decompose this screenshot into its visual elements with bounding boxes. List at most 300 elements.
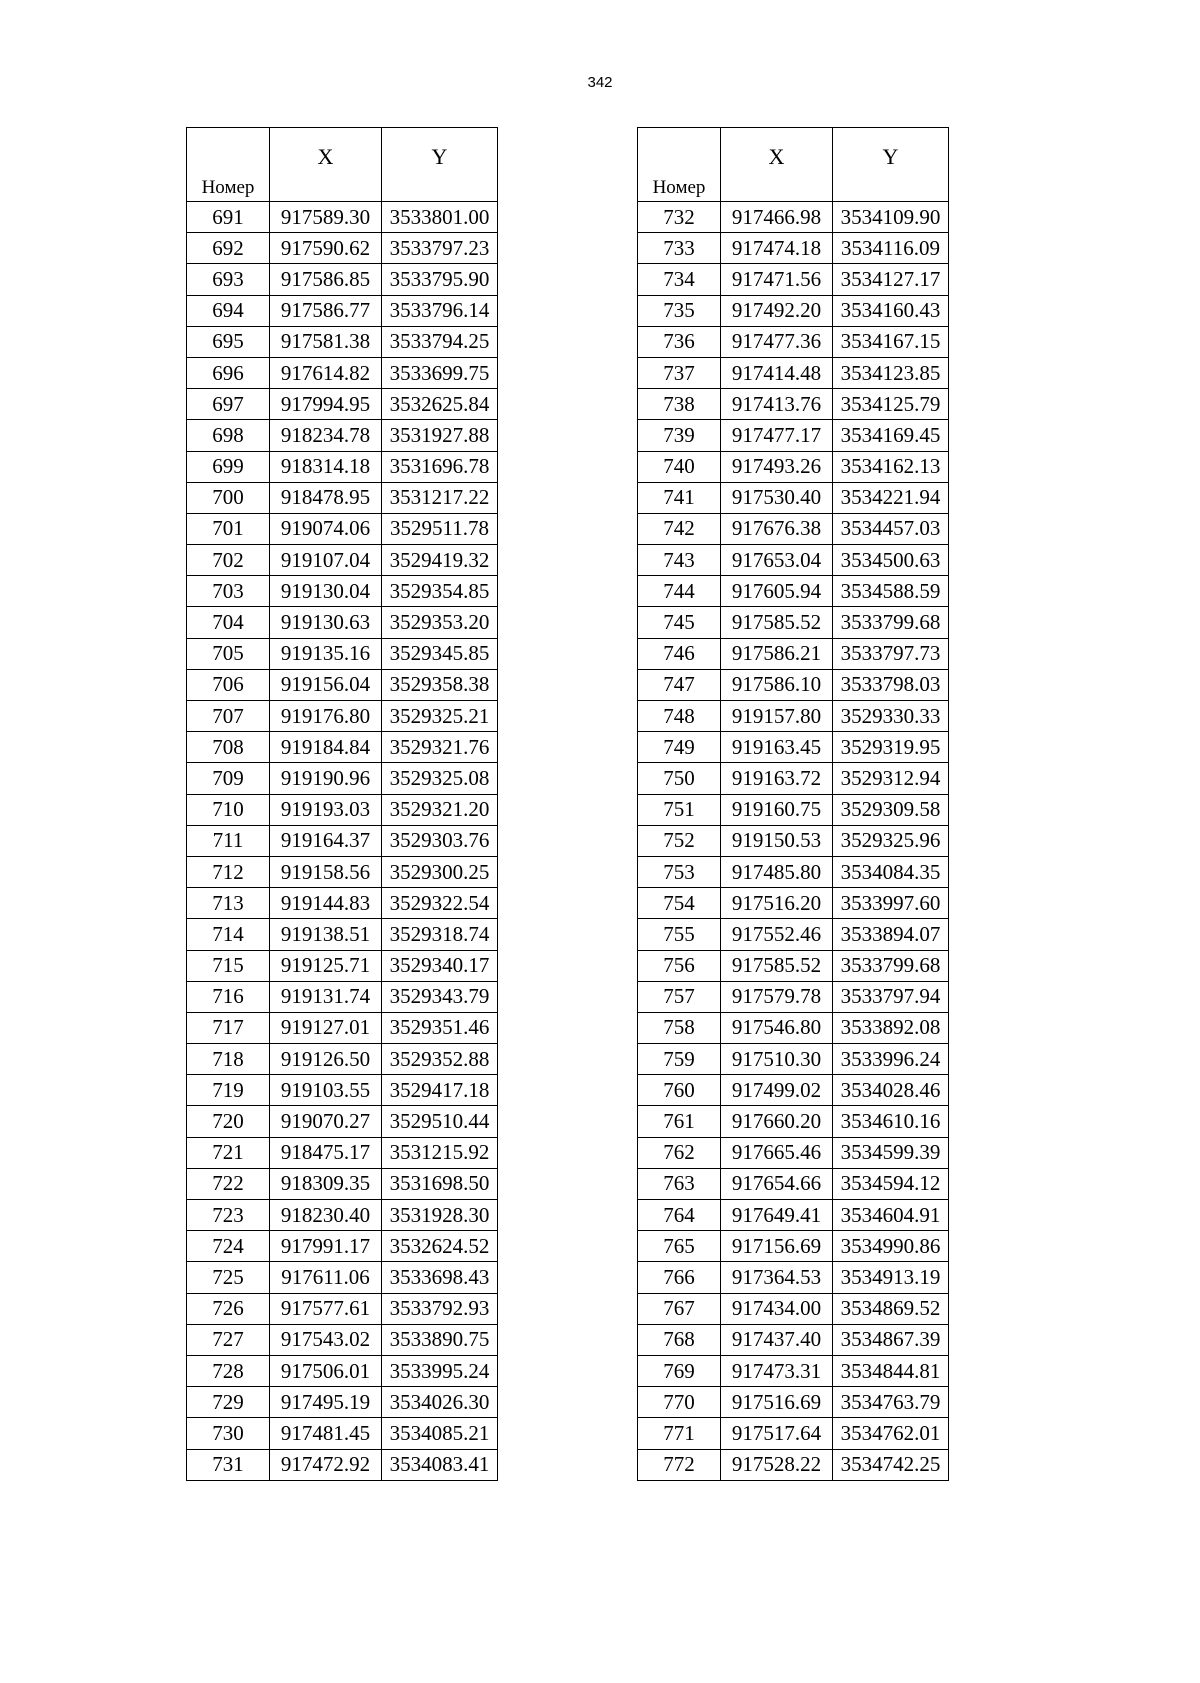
y-coordinate-cell: 3532624.52 xyxy=(382,1231,498,1262)
table-row xyxy=(187,1262,498,1293)
point-number-cell: 730 xyxy=(187,1418,270,1449)
x-coordinate-cell: 919164.37 xyxy=(270,825,382,856)
table-row xyxy=(187,1324,498,1355)
y-coordinate-cell: 3534028.46 xyxy=(833,1075,949,1106)
x-coordinate-cell: 919126.50 xyxy=(270,1044,382,1075)
point-number-cell: 698 xyxy=(187,420,270,451)
table-row xyxy=(187,856,498,887)
point-number-cell: 717 xyxy=(187,1012,270,1043)
x-coordinate-cell: 917649.41 xyxy=(721,1200,833,1231)
y-coordinate-cell: 3534867.39 xyxy=(833,1324,949,1355)
y-coordinate-cell: 3531217.22 xyxy=(382,482,498,513)
y-coordinate-cell: 3533792.93 xyxy=(382,1293,498,1324)
y-coordinate-cell: 3529312.94 xyxy=(833,763,949,794)
y-coordinate-cell: 3534844.81 xyxy=(833,1355,949,1386)
point-number-cell: 712 xyxy=(187,856,270,887)
y-coordinate-cell: 3529343.79 xyxy=(382,981,498,1012)
x-coordinate-cell: 917477.17 xyxy=(721,420,833,451)
coordinates-table-left xyxy=(186,127,498,1481)
point-number-cell: 754 xyxy=(638,888,721,919)
table-row xyxy=(638,1012,949,1043)
point-number-cell: 693 xyxy=(187,264,270,295)
point-number-cell: 751 xyxy=(638,794,721,825)
y-coordinate-cell: 3534990.86 xyxy=(833,1231,949,1262)
x-coordinate-cell: 917473.31 xyxy=(721,1355,833,1386)
x-coordinate-cell: 917364.53 xyxy=(721,1262,833,1293)
y-coordinate-cell: 3529325.21 xyxy=(382,701,498,732)
x-coordinate-cell: 917546.80 xyxy=(721,1012,833,1043)
table-row xyxy=(638,513,949,544)
table-row xyxy=(638,576,949,607)
table-row xyxy=(187,669,498,700)
x-coordinate-cell: 919193.03 xyxy=(270,794,382,825)
table-row xyxy=(638,701,949,732)
x-coordinate-cell: 917492.20 xyxy=(721,295,833,326)
point-number-cell: 701 xyxy=(187,513,270,544)
header-y: Y xyxy=(382,128,498,202)
x-coordinate-cell: 919160.75 xyxy=(721,794,833,825)
table-row xyxy=(187,1075,498,1106)
x-coordinate-cell: 917660.20 xyxy=(721,1106,833,1137)
table-row xyxy=(638,981,949,1012)
x-coordinate-cell: 919176.80 xyxy=(270,701,382,732)
x-coordinate-cell: 917585.52 xyxy=(721,950,833,981)
table-row xyxy=(187,888,498,919)
point-number-cell: 716 xyxy=(187,981,270,1012)
point-number-cell: 704 xyxy=(187,607,270,638)
point-number-cell: 736 xyxy=(638,326,721,357)
point-number-cell: 706 xyxy=(187,669,270,700)
table-row xyxy=(187,233,498,264)
x-coordinate-cell: 919156.04 xyxy=(270,669,382,700)
y-coordinate-cell: 3534221.94 xyxy=(833,482,949,513)
x-coordinate-cell: 917466.98 xyxy=(721,202,833,233)
table-row xyxy=(638,1262,949,1293)
table-row xyxy=(638,326,949,357)
x-coordinate-cell: 918478.95 xyxy=(270,482,382,513)
point-number-cell: 694 xyxy=(187,295,270,326)
x-coordinate-cell: 917653.04 xyxy=(721,545,833,576)
table-row xyxy=(638,825,949,856)
x-coordinate-cell: 918314.18 xyxy=(270,451,382,482)
x-coordinate-cell: 917506.01 xyxy=(270,1355,382,1386)
y-coordinate-cell: 3533890.75 xyxy=(382,1324,498,1355)
x-coordinate-cell: 919158.56 xyxy=(270,856,382,887)
x-coordinate-cell: 917654.66 xyxy=(721,1168,833,1199)
table-row xyxy=(187,1044,498,1075)
table-row xyxy=(187,763,498,794)
table-row xyxy=(187,357,498,388)
table-row xyxy=(187,545,498,576)
point-number-cell: 695 xyxy=(187,326,270,357)
x-coordinate-cell: 918475.17 xyxy=(270,1137,382,1168)
point-number-cell: 768 xyxy=(638,1324,721,1355)
point-number-cell: 743 xyxy=(638,545,721,576)
y-coordinate-cell: 3531928.30 xyxy=(382,1200,498,1231)
y-coordinate-cell: 3529325.96 xyxy=(833,825,949,856)
y-coordinate-cell: 3534604.91 xyxy=(833,1200,949,1231)
x-coordinate-cell: 918234.78 xyxy=(270,420,382,451)
point-number-cell: 762 xyxy=(638,1137,721,1168)
point-number-cell: 696 xyxy=(187,357,270,388)
x-coordinate-cell: 917517.64 xyxy=(721,1418,833,1449)
y-coordinate-cell: 3534869.52 xyxy=(833,1293,949,1324)
point-number-cell: 770 xyxy=(638,1387,721,1418)
x-coordinate-cell: 919135.16 xyxy=(270,638,382,669)
table-row xyxy=(638,1106,949,1137)
point-number-cell: 741 xyxy=(638,482,721,513)
table-row xyxy=(187,701,498,732)
point-number-cell: 765 xyxy=(638,1231,721,1262)
table-row xyxy=(638,1293,949,1324)
header-x: X xyxy=(721,128,833,202)
y-coordinate-cell: 3534167.15 xyxy=(833,326,949,357)
y-coordinate-cell: 3534116.09 xyxy=(833,233,949,264)
y-coordinate-cell: 3529510.44 xyxy=(382,1106,498,1137)
point-number-cell: 710 xyxy=(187,794,270,825)
point-number-cell: 708 xyxy=(187,732,270,763)
x-coordinate-cell: 917528.22 xyxy=(721,1449,833,1480)
y-coordinate-cell: 3533799.68 xyxy=(833,950,949,981)
point-number-cell: 725 xyxy=(187,1262,270,1293)
y-coordinate-cell: 3534762.01 xyxy=(833,1418,949,1449)
point-number-cell: 707 xyxy=(187,701,270,732)
x-coordinate-cell: 919150.53 xyxy=(721,825,833,856)
point-number-cell: 731 xyxy=(187,1449,270,1480)
table-row xyxy=(638,420,949,451)
table-row xyxy=(187,420,498,451)
x-coordinate-cell: 919163.72 xyxy=(721,763,833,794)
table-row xyxy=(638,1044,949,1075)
point-number-cell: 772 xyxy=(638,1449,721,1480)
point-number-cell: 692 xyxy=(187,233,270,264)
point-number-cell: 728 xyxy=(187,1355,270,1386)
table-row xyxy=(187,607,498,638)
x-coordinate-cell: 917991.17 xyxy=(270,1231,382,1262)
point-number-cell: 711 xyxy=(187,825,270,856)
x-coordinate-cell: 919070.27 xyxy=(270,1106,382,1137)
point-number-cell: 744 xyxy=(638,576,721,607)
y-coordinate-cell: 3531927.88 xyxy=(382,420,498,451)
y-coordinate-cell: 3533894.07 xyxy=(833,919,949,950)
table-row xyxy=(638,794,949,825)
y-coordinate-cell: 3533995.24 xyxy=(382,1355,498,1386)
y-coordinate-cell: 3533699.75 xyxy=(382,357,498,388)
y-coordinate-cell: 3534125.79 xyxy=(833,389,949,420)
y-coordinate-cell: 3529325.08 xyxy=(382,763,498,794)
y-coordinate-cell: 3534162.13 xyxy=(833,451,949,482)
x-coordinate-cell: 919138.51 xyxy=(270,919,382,950)
table-row xyxy=(638,295,949,326)
point-number-cell: 721 xyxy=(187,1137,270,1168)
table-row xyxy=(187,825,498,856)
point-number-cell: 715 xyxy=(187,950,270,981)
point-number-cell: 769 xyxy=(638,1355,721,1386)
y-coordinate-cell: 3529322.54 xyxy=(382,888,498,919)
x-coordinate-cell: 917994.95 xyxy=(270,389,382,420)
y-coordinate-cell: 3534500.63 xyxy=(833,545,949,576)
x-coordinate-cell: 917590.62 xyxy=(270,233,382,264)
x-coordinate-cell: 917586.85 xyxy=(270,264,382,295)
y-coordinate-cell: 3529351.46 xyxy=(382,1012,498,1043)
table-row xyxy=(638,669,949,700)
x-coordinate-cell: 917543.02 xyxy=(270,1324,382,1355)
y-coordinate-cell: 3529358.38 xyxy=(382,669,498,700)
point-number-cell: 724 xyxy=(187,1231,270,1262)
x-coordinate-cell: 917530.40 xyxy=(721,482,833,513)
y-coordinate-cell: 3534084.35 xyxy=(833,856,949,887)
table-row xyxy=(187,950,498,981)
x-coordinate-cell: 919127.01 xyxy=(270,1012,382,1043)
table-header-row xyxy=(638,128,949,202)
table-row xyxy=(187,1168,498,1199)
table-row xyxy=(638,607,949,638)
table-row xyxy=(638,389,949,420)
point-number-cell: 722 xyxy=(187,1168,270,1199)
x-coordinate-cell: 917516.69 xyxy=(721,1387,833,1418)
y-coordinate-cell: 3531696.78 xyxy=(382,451,498,482)
point-number-cell: 766 xyxy=(638,1262,721,1293)
point-number-cell: 749 xyxy=(638,732,721,763)
point-number-cell: 748 xyxy=(638,701,721,732)
table-row xyxy=(638,950,949,981)
header-x: X xyxy=(270,128,382,202)
x-coordinate-cell: 917586.77 xyxy=(270,295,382,326)
x-coordinate-cell: 919107.04 xyxy=(270,545,382,576)
x-coordinate-cell: 917586.10 xyxy=(721,669,833,700)
table-row xyxy=(638,1075,949,1106)
x-coordinate-cell: 919125.71 xyxy=(270,950,382,981)
y-coordinate-cell: 3529352.88 xyxy=(382,1044,498,1075)
table-row xyxy=(638,451,949,482)
table-row xyxy=(187,1200,498,1231)
point-number-cell: 727 xyxy=(187,1324,270,1355)
x-coordinate-cell: 919131.74 xyxy=(270,981,382,1012)
y-coordinate-cell: 3533698.43 xyxy=(382,1262,498,1293)
point-number-cell: 709 xyxy=(187,763,270,794)
table-row xyxy=(187,981,498,1012)
x-coordinate-cell: 919144.83 xyxy=(270,888,382,919)
table-row xyxy=(638,1137,949,1168)
y-coordinate-cell: 3529309.58 xyxy=(833,794,949,825)
y-coordinate-cell: 3533794.25 xyxy=(382,326,498,357)
x-coordinate-cell: 917414.48 xyxy=(721,357,833,388)
point-number-cell: 756 xyxy=(638,950,721,981)
table-row xyxy=(638,1231,949,1262)
table-row xyxy=(187,794,498,825)
table-row xyxy=(187,389,498,420)
table-row xyxy=(187,1387,498,1418)
table-row xyxy=(638,888,949,919)
point-number-cell: 759 xyxy=(638,1044,721,1075)
header-number: Номер xyxy=(187,128,270,202)
point-number-cell: 737 xyxy=(638,357,721,388)
table-row xyxy=(187,202,498,233)
x-coordinate-cell: 919130.63 xyxy=(270,607,382,638)
table-row xyxy=(187,295,498,326)
table-row xyxy=(638,1200,949,1231)
point-number-cell: 705 xyxy=(187,638,270,669)
point-number-cell: 745 xyxy=(638,607,721,638)
y-coordinate-cell: 3529330.33 xyxy=(833,701,949,732)
x-coordinate-cell: 917477.36 xyxy=(721,326,833,357)
table-row xyxy=(187,732,498,763)
x-coordinate-cell: 917586.21 xyxy=(721,638,833,669)
x-coordinate-cell: 917434.00 xyxy=(721,1293,833,1324)
table-row xyxy=(638,233,949,264)
x-coordinate-cell: 917577.61 xyxy=(270,1293,382,1324)
point-number-cell: 755 xyxy=(638,919,721,950)
table-row xyxy=(187,1449,498,1480)
x-coordinate-cell: 917552.46 xyxy=(721,919,833,950)
x-coordinate-cell: 917665.46 xyxy=(721,1137,833,1168)
header-y: Y xyxy=(833,128,949,202)
x-coordinate-cell: 917472.92 xyxy=(270,1449,382,1480)
table-row xyxy=(187,1012,498,1043)
x-coordinate-cell: 917510.30 xyxy=(721,1044,833,1075)
point-number-cell: 734 xyxy=(638,264,721,295)
point-number-cell: 733 xyxy=(638,233,721,264)
y-coordinate-cell: 3533996.24 xyxy=(833,1044,949,1075)
table-row xyxy=(187,1137,498,1168)
point-number-cell: 747 xyxy=(638,669,721,700)
point-number-cell: 767 xyxy=(638,1293,721,1324)
point-number-cell: 697 xyxy=(187,389,270,420)
point-number-cell: 758 xyxy=(638,1012,721,1043)
table-row xyxy=(638,763,949,794)
point-number-cell: 719 xyxy=(187,1075,270,1106)
y-coordinate-cell: 3529511.78 xyxy=(382,513,498,544)
x-coordinate-cell: 917481.45 xyxy=(270,1418,382,1449)
y-coordinate-cell: 3534742.25 xyxy=(833,1449,949,1480)
y-coordinate-cell: 3533797.73 xyxy=(833,638,949,669)
y-coordinate-cell: 3533799.68 xyxy=(833,607,949,638)
table-row xyxy=(638,264,949,295)
point-number-cell: 760 xyxy=(638,1075,721,1106)
point-number-cell: 726 xyxy=(187,1293,270,1324)
point-number-cell: 729 xyxy=(187,1387,270,1418)
x-coordinate-cell: 917471.56 xyxy=(721,264,833,295)
table-row xyxy=(638,1355,949,1386)
point-number-cell: 699 xyxy=(187,451,270,482)
y-coordinate-cell: 3533798.03 xyxy=(833,669,949,700)
y-coordinate-cell: 3534123.85 xyxy=(833,357,949,388)
table-row xyxy=(187,482,498,513)
table-row xyxy=(638,202,949,233)
y-coordinate-cell: 3534913.19 xyxy=(833,1262,949,1293)
y-coordinate-cell: 3534109.90 xyxy=(833,202,949,233)
point-number-cell: 742 xyxy=(638,513,721,544)
y-coordinate-cell: 3531698.50 xyxy=(382,1168,498,1199)
x-coordinate-cell: 919103.55 xyxy=(270,1075,382,1106)
point-number-cell: 713 xyxy=(187,888,270,919)
y-coordinate-cell: 3529345.85 xyxy=(382,638,498,669)
y-coordinate-cell: 3529318.74 xyxy=(382,919,498,950)
table-row xyxy=(187,326,498,357)
table-row xyxy=(187,264,498,295)
table-row xyxy=(638,919,949,950)
table-row xyxy=(187,1231,498,1262)
table-row xyxy=(187,638,498,669)
x-coordinate-cell: 917614.82 xyxy=(270,357,382,388)
y-coordinate-cell: 3534457.03 xyxy=(833,513,949,544)
x-coordinate-cell: 917493.26 xyxy=(721,451,833,482)
point-number-cell: 723 xyxy=(187,1200,270,1231)
header-number: Номер xyxy=(638,128,721,202)
point-number-cell: 740 xyxy=(638,451,721,482)
point-number-cell: 735 xyxy=(638,295,721,326)
y-coordinate-cell: 3531215.92 xyxy=(382,1137,498,1168)
table-row xyxy=(638,638,949,669)
y-coordinate-cell: 3529321.20 xyxy=(382,794,498,825)
point-number-cell: 761 xyxy=(638,1106,721,1137)
table-row xyxy=(638,732,949,763)
y-coordinate-cell: 3533797.94 xyxy=(833,981,949,1012)
point-number-cell: 764 xyxy=(638,1200,721,1231)
table-row xyxy=(187,1293,498,1324)
x-coordinate-cell: 919074.06 xyxy=(270,513,382,544)
y-coordinate-cell: 3534588.59 xyxy=(833,576,949,607)
x-coordinate-cell: 917516.20 xyxy=(721,888,833,919)
point-number-cell: 753 xyxy=(638,856,721,887)
x-coordinate-cell: 919157.80 xyxy=(721,701,833,732)
x-coordinate-cell: 917676.38 xyxy=(721,513,833,544)
y-coordinate-cell: 3534026.30 xyxy=(382,1387,498,1418)
y-coordinate-cell: 3532625.84 xyxy=(382,389,498,420)
x-coordinate-cell: 917437.40 xyxy=(721,1324,833,1355)
table-row xyxy=(187,513,498,544)
y-coordinate-cell: 3529417.18 xyxy=(382,1075,498,1106)
y-coordinate-cell: 3529353.20 xyxy=(382,607,498,638)
point-number-cell: 700 xyxy=(187,482,270,513)
point-number-cell: 739 xyxy=(638,420,721,451)
x-coordinate-cell: 917585.52 xyxy=(721,607,833,638)
y-coordinate-cell: 3533801.00 xyxy=(382,202,498,233)
table-row xyxy=(638,1449,949,1480)
page-number: 342 xyxy=(587,74,613,91)
point-number-cell: 752 xyxy=(638,825,721,856)
table-row xyxy=(187,1418,498,1449)
point-number-cell: 763 xyxy=(638,1168,721,1199)
table-row xyxy=(638,856,949,887)
x-coordinate-cell: 917579.78 xyxy=(721,981,833,1012)
table-row xyxy=(638,357,949,388)
y-coordinate-cell: 3534594.12 xyxy=(833,1168,949,1199)
coordinates-table-right xyxy=(637,127,949,1481)
y-coordinate-cell: 3529340.17 xyxy=(382,950,498,981)
point-number-cell: 714 xyxy=(187,919,270,950)
y-coordinate-cell: 3533797.23 xyxy=(382,233,498,264)
point-number-cell: 757 xyxy=(638,981,721,1012)
y-coordinate-cell: 3533997.60 xyxy=(833,888,949,919)
y-coordinate-cell: 3529354.85 xyxy=(382,576,498,607)
x-coordinate-cell: 917156.69 xyxy=(721,1231,833,1262)
table-row xyxy=(187,919,498,950)
point-number-cell: 738 xyxy=(638,389,721,420)
x-coordinate-cell: 919190.96 xyxy=(270,763,382,794)
y-coordinate-cell: 3534127.17 xyxy=(833,264,949,295)
y-coordinate-cell: 3529319.95 xyxy=(833,732,949,763)
point-number-cell: 732 xyxy=(638,202,721,233)
table-row xyxy=(638,1168,949,1199)
x-coordinate-cell: 917495.19 xyxy=(270,1387,382,1418)
point-number-cell: 746 xyxy=(638,638,721,669)
point-number-cell: 703 xyxy=(187,576,270,607)
x-coordinate-cell: 918309.35 xyxy=(270,1168,382,1199)
y-coordinate-cell: 3534610.16 xyxy=(833,1106,949,1137)
y-coordinate-cell: 3534085.21 xyxy=(382,1418,498,1449)
y-coordinate-cell: 3534169.45 xyxy=(833,420,949,451)
